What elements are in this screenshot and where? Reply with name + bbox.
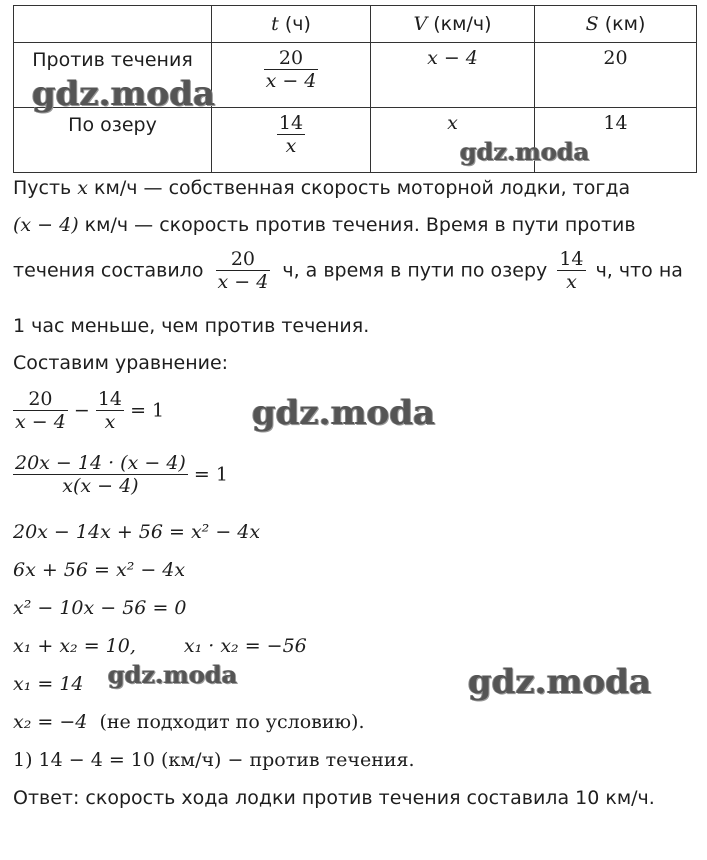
fraction: $\frac{14}{x}$ bbox=[278, 112, 304, 157]
row-time bbox=[212, 108, 371, 173]
header-time: t (ч) bbox=[212, 6, 371, 43]
text-line-3: течения составило $\frac{20}{x - 4}$ ч, а время в пути по озеру $\frac{14}{x}$ ч, что на bbox=[13, 248, 683, 293]
text-line-4: 1 час меньше, чем против течения. bbox=[13, 315, 370, 337]
equation-8: x₂ = −4 (не подходит по условию). bbox=[13, 711, 365, 733]
fraction: $\frac{20}{x - 4}$ bbox=[15, 388, 66, 433]
header-distance: S (км) bbox=[535, 6, 697, 43]
equation-4: 6x + 56 = x² − 4x bbox=[13, 559, 186, 581]
equation-6: x₁ + x₂ = 10, x₁ · x₂ = −56 bbox=[13, 635, 307, 657]
row-speed: x − 4 bbox=[371, 43, 535, 108]
equation-2: $\frac{20x - 14 \cdot (x - 4)}{x(x - 4)}$ = 1 bbox=[15, 452, 228, 497]
text-line-1: Пусть x км/ч — собственная скорость моторной лодки, тогда bbox=[13, 177, 631, 199]
fraction: $\frac{20}{x - 4}$ bbox=[265, 47, 317, 92]
fraction: $\frac{14}{x}$ bbox=[559, 248, 584, 293]
text-line-5: Составим уравнение: bbox=[13, 352, 229, 374]
solution-step: 1) 14 − 4 = 10 (км/ч) − против течения. bbox=[13, 749, 415, 771]
header-empty bbox=[14, 6, 212, 43]
text-line-2: (x − 4) км/ч — скорость против течения. Время в пути против bbox=[13, 214, 636, 236]
row-time bbox=[212, 43, 371, 108]
fraction: $\frac{20}{x - 4}$ bbox=[217, 248, 269, 293]
row-distance: 20 bbox=[535, 43, 697, 108]
table-row bbox=[14, 108, 697, 173]
watermark: gdz.moda bbox=[252, 393, 436, 433]
fraction: $\frac{20x - 14 \cdot (x - 4)}{x(x - 4)}$ bbox=[15, 452, 186, 497]
row-label: По озеру bbox=[14, 108, 212, 173]
row-distance: 14 bbox=[535, 108, 697, 173]
watermark: gdz.moda bbox=[32, 74, 216, 114]
equation-7: x₁ = 14 bbox=[13, 673, 84, 695]
header-speed: V (км/ч) bbox=[371, 6, 535, 43]
watermark: gdz.moda bbox=[108, 660, 238, 689]
equation-5: x² − 10x − 56 = 0 bbox=[13, 597, 187, 619]
table-header-row bbox=[14, 6, 697, 43]
row-label: Против течения bbox=[14, 43, 212, 108]
equation-3: 20x − 14x + 56 = x² − 4x bbox=[13, 521, 261, 543]
watermark: gdz.moda bbox=[468, 662, 652, 702]
equation-1: $\frac{20}{x - 4}$ − $\frac{14}{x}$ = 1 bbox=[15, 388, 165, 433]
answer-line: Ответ: скорость хода лодки против течения составила 10 км/ч. bbox=[13, 787, 655, 809]
watermark: gdz.moda bbox=[460, 137, 590, 166]
fraction: $\frac{14}{x}$ bbox=[97, 388, 123, 433]
row-speed: x bbox=[371, 108, 535, 173]
